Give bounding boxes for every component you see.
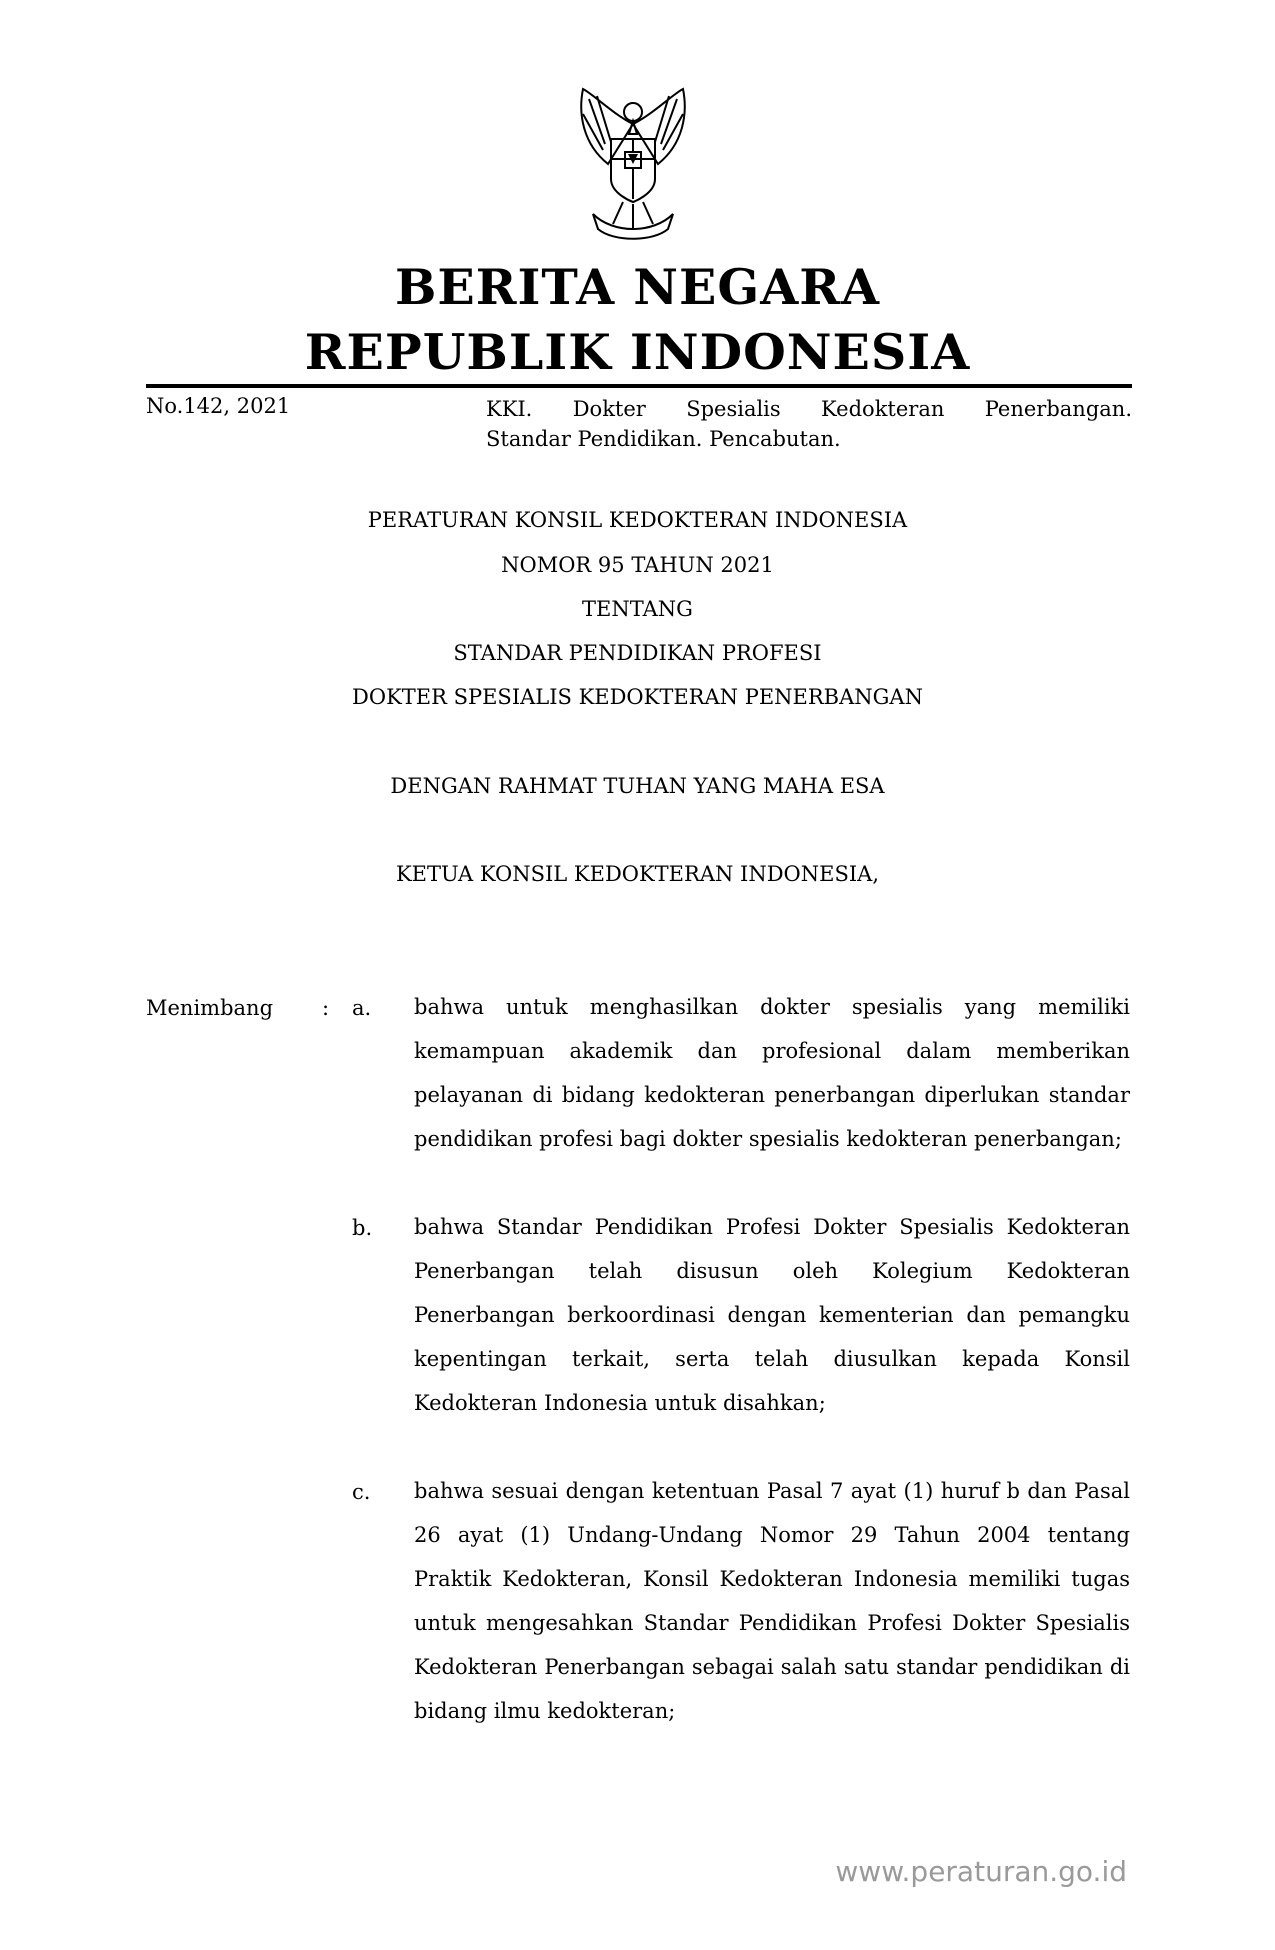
menimbang-colon: : <box>322 996 330 1020</box>
invocation: DENGAN RAHMAT TUHAN YANG MAHA ESA <box>390 774 885 798</box>
menimbang-label: Menimbang <box>146 996 274 1020</box>
regulation-subject-1: STANDAR PENDIDIKAN PROFESI <box>453 641 822 665</box>
regulation-tentang: TENTANG <box>582 597 693 621</box>
gazette-number: No.142, 2021 <box>146 394 291 418</box>
item-mark-b: b. <box>352 1216 373 1240</box>
item-text-a: bahwa untuk menghasilkan dokter spesialis yang memiliki kemampuan akademik dan profesional dalam memberikan pelayanan di bidang kedokteran penerbangan diperlukan standar pendidikan profesi bagi dokter spesialis kedokteran penerbangan; <box>414 995 1130 1151</box>
regulation-subject-2: DOKTER SPESIALIS KEDOKTERAN PENERBANGAN <box>352 685 923 709</box>
issuer: KETUA KONSIL KEDOKTERAN INDONESIA, <box>395 862 879 886</box>
item-mark-c: c. <box>352 1480 371 1504</box>
item-mark-a: a. <box>352 996 372 1020</box>
gazette-title-line1: BERITA NEGARA <box>394 258 880 316</box>
summary-line-1: KKI. Dokter Spesialis Kedokteran Penerbangan. <box>486 397 1132 421</box>
regulation-number: NOMOR 95 TAHUN 2021 <box>501 553 774 577</box>
regulation-title: PERATURAN KONSIL KEDOKTERAN INDONESIA <box>367 508 908 532</box>
title-divider <box>146 384 1132 388</box>
summary-line-2: Standar Pendidikan. Pencabutan. <box>486 427 841 451</box>
gazette-summary <box>486 394 1132 454</box>
footer-url: www.peraturan.go.id <box>835 1855 1127 1888</box>
item-text-c: bahwa sesuai dengan ketentuan Pasal 7 ayat (1) huruf b dan Pasal 26 ayat (1) Undang-Undang Nomor 29 Tahun 2004 tentang Praktik Kedokteran, Konsil Kedokteran Indonesia memiliki tugas untuk mengesahkan Standar Pendidikan Profesi Dokter Spesialis Kedokteran Penerbangan sebagai salah satu standar pendidikan di bidang ilmu kedokteran; <box>414 1479 1130 1723</box>
gazette-title-line2: REPUBLIK INDONESIA <box>304 323 971 381</box>
item-text-b: bahwa Standar Pendidikan Profesi Dokter Spesialis Kedokteran Penerbangan telah disusun oleh Kolegium Kedokteran Penerbangan berkoordinasi dengan kementerian dan pemangku kepentingan terkait, serta telah diusulkan kepada Konsil Kedokteran Indonesia untuk disahkan; <box>414 1215 1130 1415</box>
garuda-emblem-icon <box>553 84 713 244</box>
